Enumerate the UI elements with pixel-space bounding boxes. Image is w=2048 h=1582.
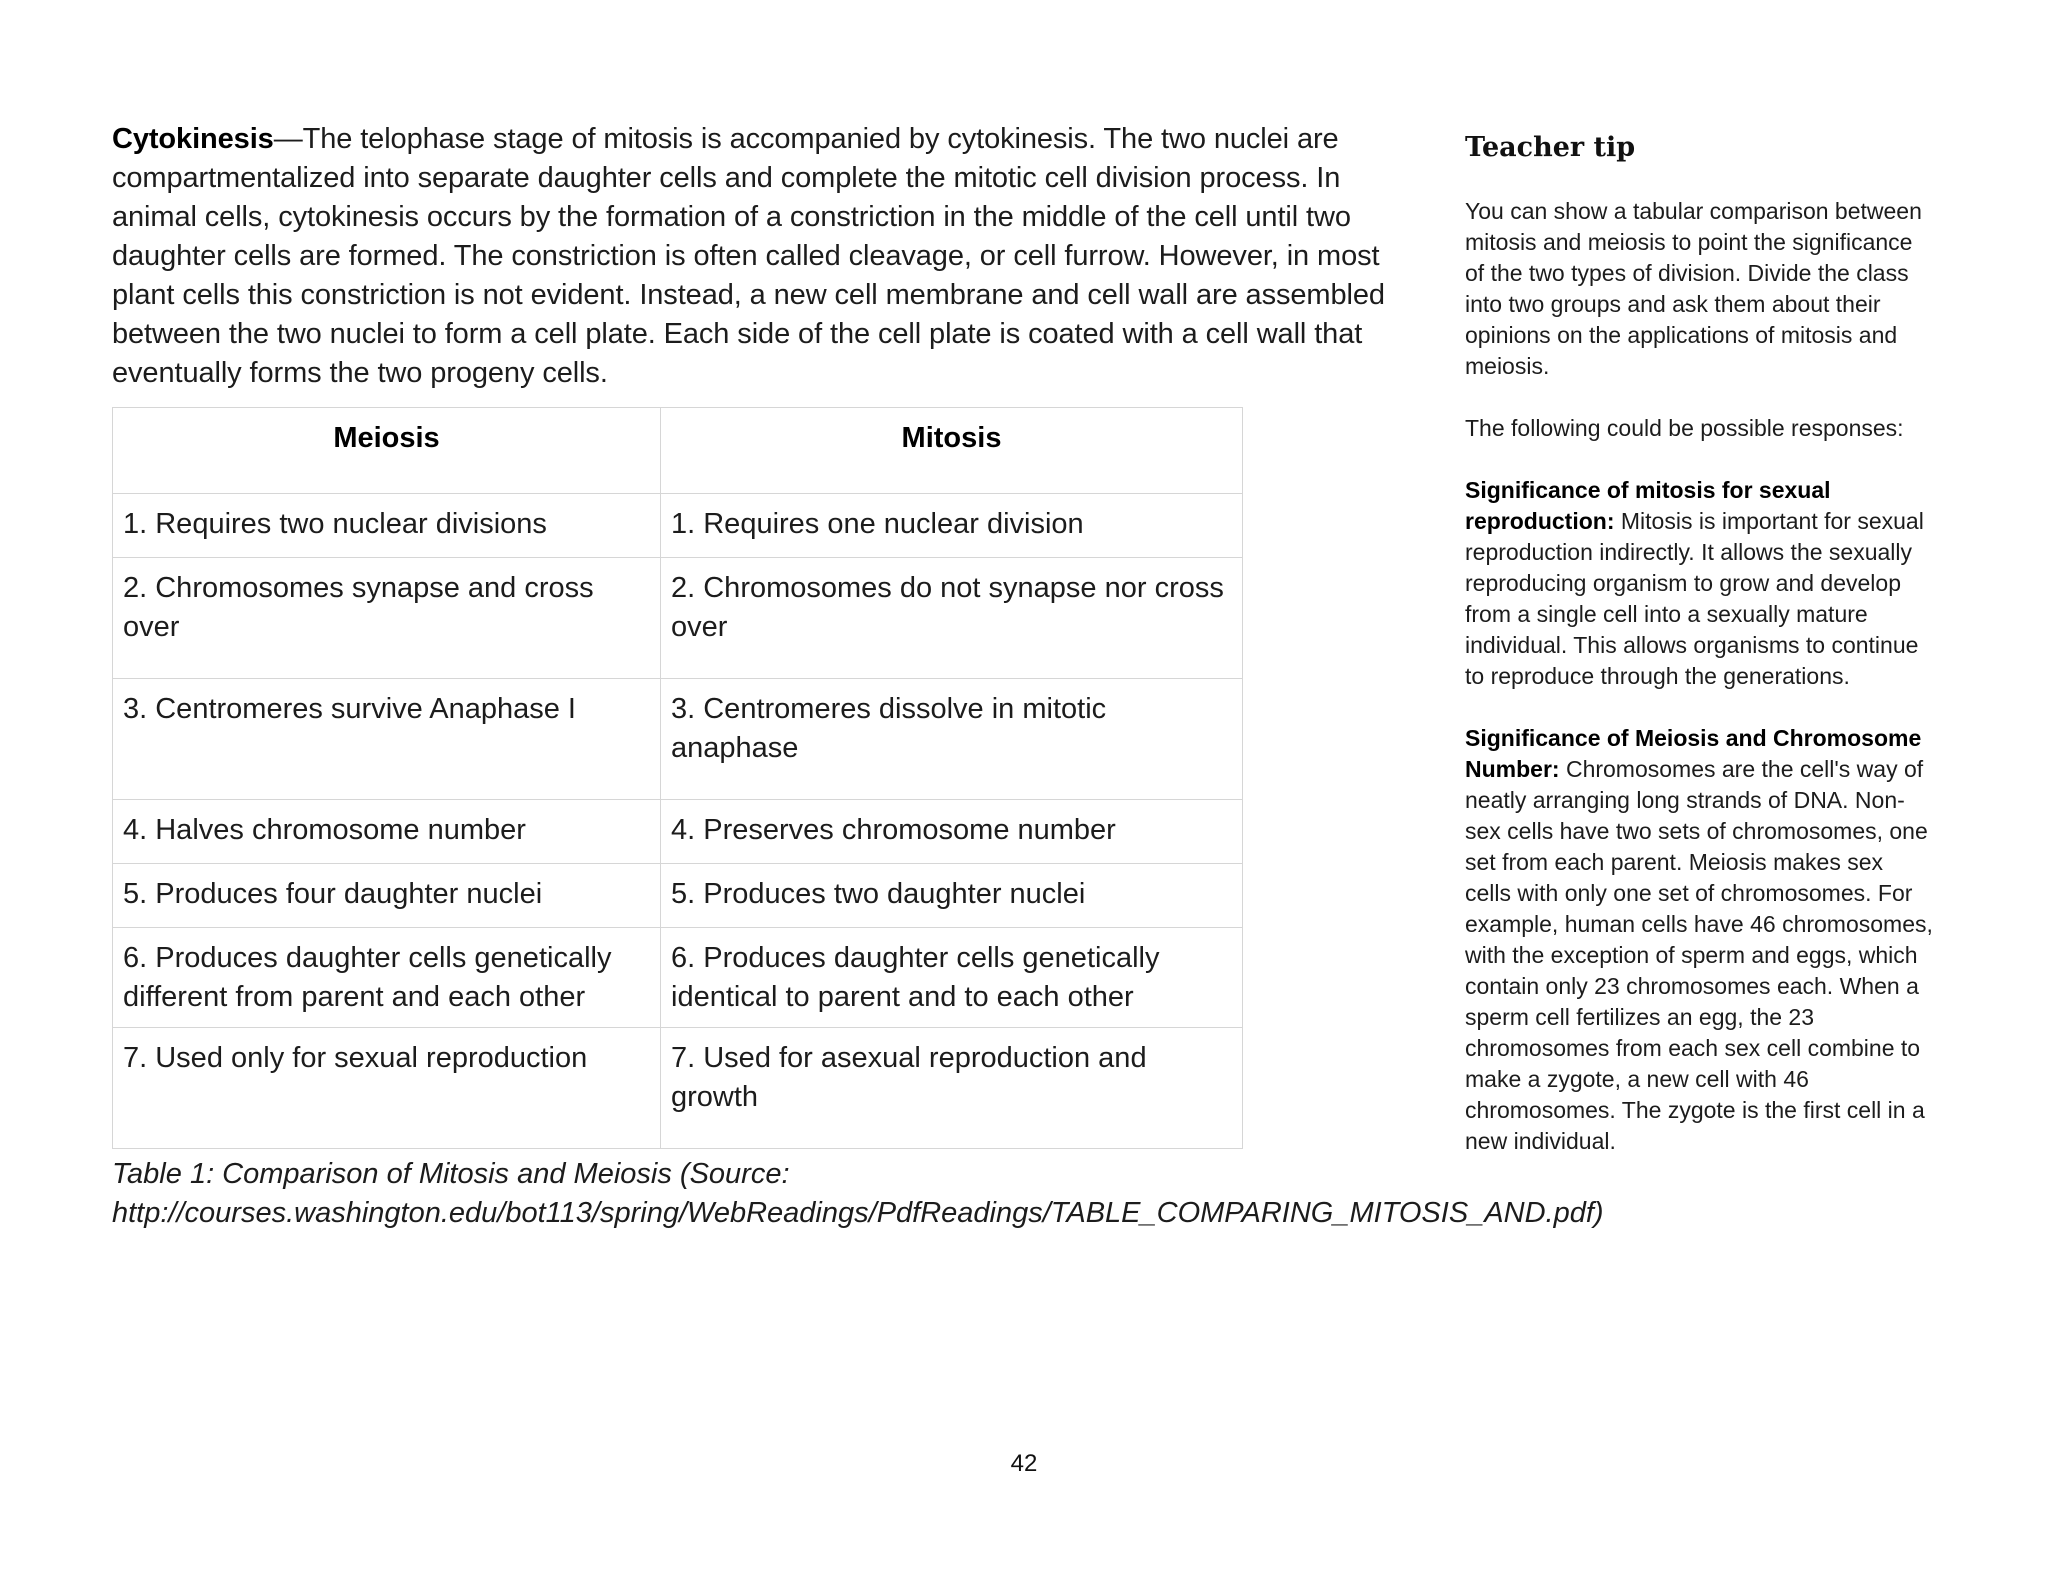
tip-paragraph: You can show a tabular comparison between mitosis and meiosis to point the significance of the two types of division. Divide the class into two groups and ask them about their opinions on the applications of mitosis and meiosis. xyxy=(1465,198,1922,379)
intro-term: Cytokinesis xyxy=(112,123,274,155)
table-row xyxy=(113,1028,1243,1149)
table-row xyxy=(113,494,1243,558)
mitosis-cell: 3. Centromeres dissolve in mitotic anaphase xyxy=(661,679,1243,800)
table-caption: Table 1: Comparison of Mitosis and Meiosis (Source: http://courses.washington.edu/bot113/spring/WebReadings/PdfReadings/TABLE_COMPARING_MITOSIS_AND.pdf) xyxy=(112,1158,1604,1229)
table-header-row xyxy=(113,408,1243,494)
teacher-tip-sidebar xyxy=(1465,128,1935,1188)
header-mitosis: Mitosis xyxy=(661,408,1243,494)
header-meiosis: Meiosis xyxy=(113,408,661,494)
meiosis-cell: 2. Chromosomes synapse and cross over xyxy=(113,558,661,679)
meiosis-cell: 1. Requires two nuclear divisions xyxy=(113,494,661,558)
table-row xyxy=(113,679,1243,800)
page-number: 42 xyxy=(1010,1450,1038,1477)
tip-meiosis-lead: Significance of Meiosis and Chromosome Number: xyxy=(1465,725,1922,782)
tip-mitosis-lead: Significance of mitosis for sexual reproduction: xyxy=(1465,477,1831,534)
table-row xyxy=(113,558,1243,679)
tip-meiosis-text: Chromosomes are the cell's way of neatly arranging long strands of DNA. Non-sex cells have two sets of chromosomes, one set from each parent. Meiosis makes sex cells with only one set of chromosomes. For example, human cells have 46 chromosomes, with the exception of sperm and eggs, which contain only 23 chromosomes each. When a sperm cell fertilizes an egg, the 23 chromosomes from each sex cell combine to make a zygote, a new cell with 46 chromosomes. The zygote is the first cell in a new individual. xyxy=(1465,756,1933,1154)
meiosis-cell: 4. Halves chromosome number xyxy=(113,800,661,864)
intro-text: —The telophase stage of mitosis is accompanied by cytokinesis. The two nuclei are compartmentalized into separate daughter cells and complete the mitotic cell division process. In animal cells, cytokinesis occurs by the formation of a constriction in the middle of the cell until two daughter cells are formed. The constriction is often called cleavage, or cell furrow. However, in most plant cells this constriction is not evident. Instead, a new cell membrane and cell wall are assembled between the two nuclei to form a cell plate. Each side of the cell plate is coated with a cell wall that eventually forms the two progeny cells. xyxy=(112,123,1385,389)
intro-paragraph xyxy=(112,120,1394,393)
tip-responses-intro: The following could be possible responses: xyxy=(1465,415,1904,441)
mitosis-cell: 2. Chromosomes do not synapse nor cross over xyxy=(661,558,1243,679)
mitosis-cell: 5. Produces two daughter nuclei xyxy=(661,864,1243,928)
table-row xyxy=(113,800,1243,864)
tip-mitosis-significance xyxy=(1465,475,1935,692)
meiosis-cell: 5. Produces four daughter nuclei xyxy=(113,864,661,928)
mitosis-cell: 7. Used for asexual reproduction and growth xyxy=(661,1028,1243,1149)
mitosis-cell: 4. Preserves chromosome number xyxy=(661,800,1243,864)
table-row xyxy=(113,928,1243,1028)
meiosis-cell: 3. Centromeres survive Anaphase I xyxy=(113,679,661,800)
comparison-table xyxy=(112,407,1243,1149)
mitosis-cell: 1. Requires one nuclear division xyxy=(661,494,1243,558)
teacher-tip-heading: Teacher tip xyxy=(1465,132,1636,163)
table-row xyxy=(113,864,1243,928)
meiosis-cell: 7. Used only for sexual reproduction xyxy=(113,1028,661,1149)
meiosis-cell: 6. Produces daughter cells genetically different from parent and each other xyxy=(113,928,661,1028)
tip-mitosis-text: Mitosis is important for sexual reproduction indirectly. It allows the sexually reproducing organism to grow and develop from a single cell into a sexually mature individual. This allows organisms to continue to reproduce through the generations. xyxy=(1465,508,1924,689)
mitosis-cell: 6. Produces daughter cells genetically identical to parent and to each other xyxy=(661,928,1243,1028)
tip-meiosis-significance xyxy=(1465,723,1935,1157)
